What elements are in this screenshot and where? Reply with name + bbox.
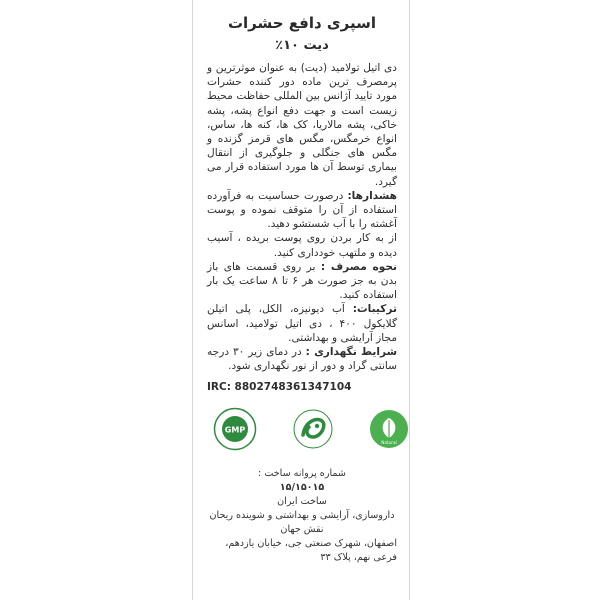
description-text: دی اتیل تولامید (دیت) به عنوان موثرترین و پرمصرف ترین ماده دور کننده حشرات مورد تایید آژانس بین المللی حفاظت محیط زیست است و جهت دفع انواع پشه، پشه خاکی، پشه مالاریا، کک ها، کنه ها، ساس، انواع خرمگس، مگس های قرمز گزنده و مگس های جنگلی و جلوگیری از انتقال بیماری توسط آن ها مورد استفاده قرار می گیرد. [207, 62, 397, 188]
warning-heading: هشدارها: [347, 189, 397, 202]
natural-leaf-icon [367, 407, 410, 451]
gmp-ring-text [213, 407, 215, 408]
usage-paragraph [207, 260, 397, 303]
storage-heading: شرایط نگهداری : [305, 346, 397, 359]
label-content [207, 0, 397, 565]
certification-logos [207, 399, 397, 465]
storage-paragraph [207, 345, 397, 373]
gmp-badge-label: GMP [224, 425, 246, 435]
ingredients-text: آب دیونیزه، الکل، پلی اتیلن گلایکول ۴۰۰ ، دی اتیل تولامید، اسانس مجاز آرایشی و بهداشتی. [207, 303, 397, 344]
company-name: داروسازی، آرایشی و بهداشتی و شوینده ریحان نقش جهان [209, 510, 395, 536]
license-number: ۱۵/۱۵۰۱۵ [279, 482, 325, 494]
made-in-iran: ساخت ایران [277, 496, 327, 508]
product-title: اسپری دافع حشرات [227, 14, 377, 32]
storage-text: در دمای زیر ۳۰ درجه سانتی گراد و دور از نور نگهداری شود. [207, 346, 397, 373]
irc-code: IRC: 8802748361347104 [207, 381, 352, 394]
warning-text-2: از به کار بردن روی پوست بریده ، آسیب دیده و ملتهب خودداری کنید. [207, 232, 397, 259]
product-subtitle: دیت ۱۰٪ [275, 38, 329, 53]
usage-heading: نحوه مصرف : [320, 260, 397, 273]
ingredients-paragraph [207, 302, 397, 345]
usage-text: بر روی قسمت های باز بدن به جز صورت هر ۶ تا ۸ ساعت یک بار استفاده کنید. [207, 260, 397, 302]
license-label: شماره پروانه ساخت : [258, 468, 346, 480]
gmp-badge-icon [213, 407, 257, 451]
warning-text: درصورت حساسیت به فرآورده استفاده از آن را متوقف نموده و پوست آغشته را با آب شستشو دهید. [207, 189, 397, 231]
label-body [207, 61, 397, 373]
product-label-strip [192, 0, 410, 600]
company-address: اصفهان، شهرک صنعتی جی، خیابان یازدهم، فرعی نهم، پلاک ۳۳ [225, 538, 397, 564]
warning-paragraph [207, 189, 397, 232]
natural-leaf-label: Natural [381, 440, 397, 446]
ministry-emblem-icon [291, 407, 335, 451]
ingredients-heading: ترکیبات: [352, 303, 397, 316]
